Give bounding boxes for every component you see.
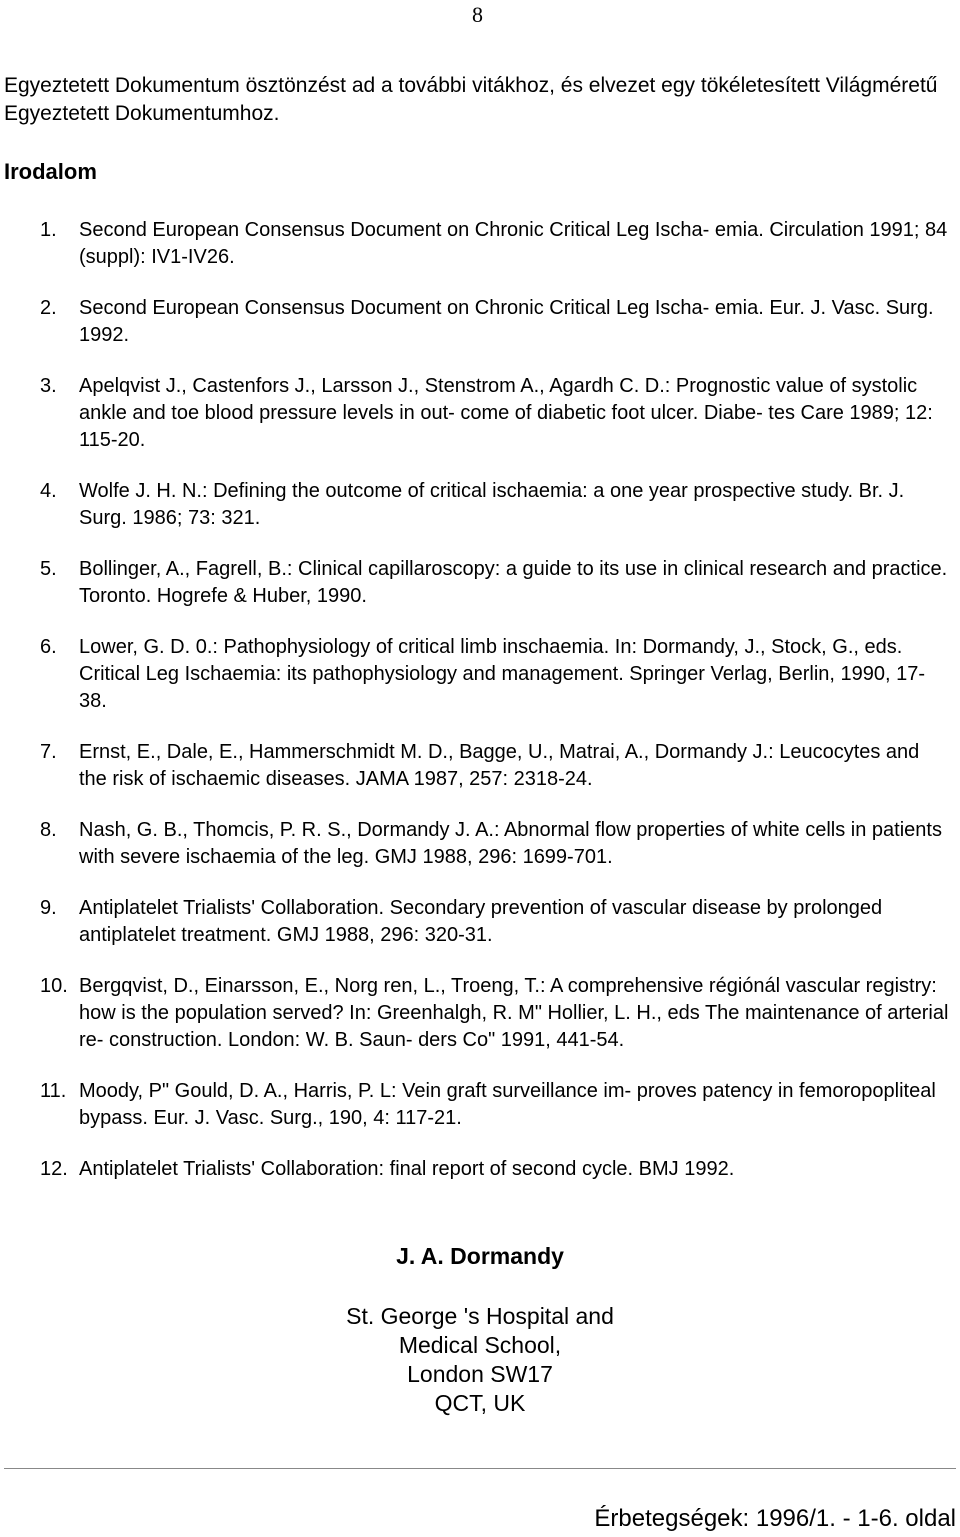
reference-text: Nash, G. B., Thomcis, P. R. S., Dormandy J. A.: Abnormal flow properties of white cells in patients with severe ischaemia of the leg. GMJ 1988, 296: 1699-701.	[79, 819, 942, 868]
reference-number: 2.	[40, 297, 57, 319]
reference-item	[0, 739, 950, 793]
reference-number: 8.	[40, 819, 57, 841]
intro-paragraph: Egyeztetett Dokumentum ösztönzést ad a további vitákhoz, és elvezet egy tökéletesített Világméretű Egyeztetett Dokumentumhoz.	[4, 74, 938, 125]
reference-item	[0, 1156, 950, 1183]
reference-number: 9.	[40, 897, 57, 919]
reference-text: Lower, G. D. 0.: Pathophysiology of critical limb inschaemia. In: Dormandy, J., Stock, G., eds. Critical Leg Ischaemia: its pathophysiology and management. Springer Verlag, Berlin, 1990, 17-38.	[79, 636, 926, 712]
reference-item	[0, 478, 950, 532]
reference-item	[0, 895, 950, 949]
reference-number: 1.	[40, 219, 57, 241]
references-heading: Irodalom	[4, 159, 97, 184]
reference-number: 12.	[40, 1158, 68, 1180]
reference-text: Bollinger, A., Fagrell, B.: Clinical capillaroscopy: a guide to its use in clinical research and practice. Toronto. Hogrefe & Huber, 1990.	[79, 558, 948, 607]
reference-number: 6.	[40, 636, 57, 658]
author-affiliation	[0, 1302, 960, 1418]
reference-text: Moody, P" Gould, D. A., Harris, P. L: Vein graft surveillance im- proves patency in femoropopliteal bypass. Eur. J. Vasc. Surg., 190, 4: 117-21.	[79, 1080, 936, 1129]
reference-number: 5.	[40, 558, 57, 580]
footer-divider	[4, 1468, 956, 1469]
reference-item	[0, 817, 950, 871]
reference-item	[0, 634, 950, 715]
author-name: J. A. Dormandy	[396, 1243, 564, 1269]
reference-text: Ernst, E., Dale, E., Hammerschmidt M. D., Bagge, U., Matrai, A., Dormandy J.: Leucocytes and the risk of ischaemic diseases. JAMA 1987, 257: 2318-24.	[79, 741, 920, 790]
reference-text: Antiplatelet Trialists' Collaboration. Secondary prevention of vascular disease by prolonged antiplatelet treatment. GMJ 1988, 296: 320-31.	[79, 897, 883, 946]
reference-item	[0, 217, 950, 271]
reference-item	[0, 373, 950, 454]
footer-citation: Érbetegségek: 1996/1. - 1-6. oldal	[594, 1505, 956, 1532]
reference-item	[0, 1078, 950, 1132]
reference-text: Second European Consensus Document on Chronic Critical Leg Ischa- emia. Circulation 1991; 84 (suppl): IV1-IV26.	[79, 219, 948, 268]
reference-list	[0, 217, 950, 1207]
reference-text: Antiplatelet Trialists' Collaboration: final report of second cycle. BMJ 1992.	[79, 1158, 735, 1180]
reference-text: Apelqvist J., Castenfors J., Larsson J., Stenstrom A., Agardh C. D.: Prognostic value of systolic ankle and toe blood pressure levels in out- come of diabetic foot ulcer. Diabe- tes Care 1989; 12: 115-20.	[79, 375, 933, 451]
affiliation-line: London SW17	[407, 1361, 553, 1387]
reference-number: 10.	[40, 975, 68, 997]
reference-number: 7.	[40, 741, 57, 763]
reference-text: Bergqvist, D., Einarsson, E., Norg ren, L., Troeng, T.: A comprehensive régiónál vascular registry: how is the population served? In: Greenhalgh, R. M" Hollier, L. H., eds The maintenance of arterial re- construction. London: W. B. Saun- ders Co" 1991, 441-54.	[79, 975, 949, 1051]
reference-text: Second European Consensus Document on Chronic Critical Leg Ischa- emia. Eur. J. Vasc. Surg. 1992.	[79, 297, 934, 346]
reference-number: 4.	[40, 480, 57, 502]
page-number: 8	[472, 2, 483, 27]
affiliation-line: St. George 's Hospital and	[346, 1303, 614, 1329]
reference-item	[0, 556, 950, 610]
reference-number: 3.	[40, 375, 57, 397]
affiliation-line: QCT, UK	[434, 1390, 526, 1416]
affiliation-line: Medical School,	[398, 1332, 562, 1358]
reference-number: 11.	[40, 1080, 67, 1102]
reference-item	[0, 973, 950, 1054]
reference-item	[0, 295, 950, 349]
reference-text: Wolfe J. H. N.: Defining the outcome of critical ischaemia: a one year prospective study. Br. J. Surg. 1986; 73: 321.	[79, 480, 905, 529]
